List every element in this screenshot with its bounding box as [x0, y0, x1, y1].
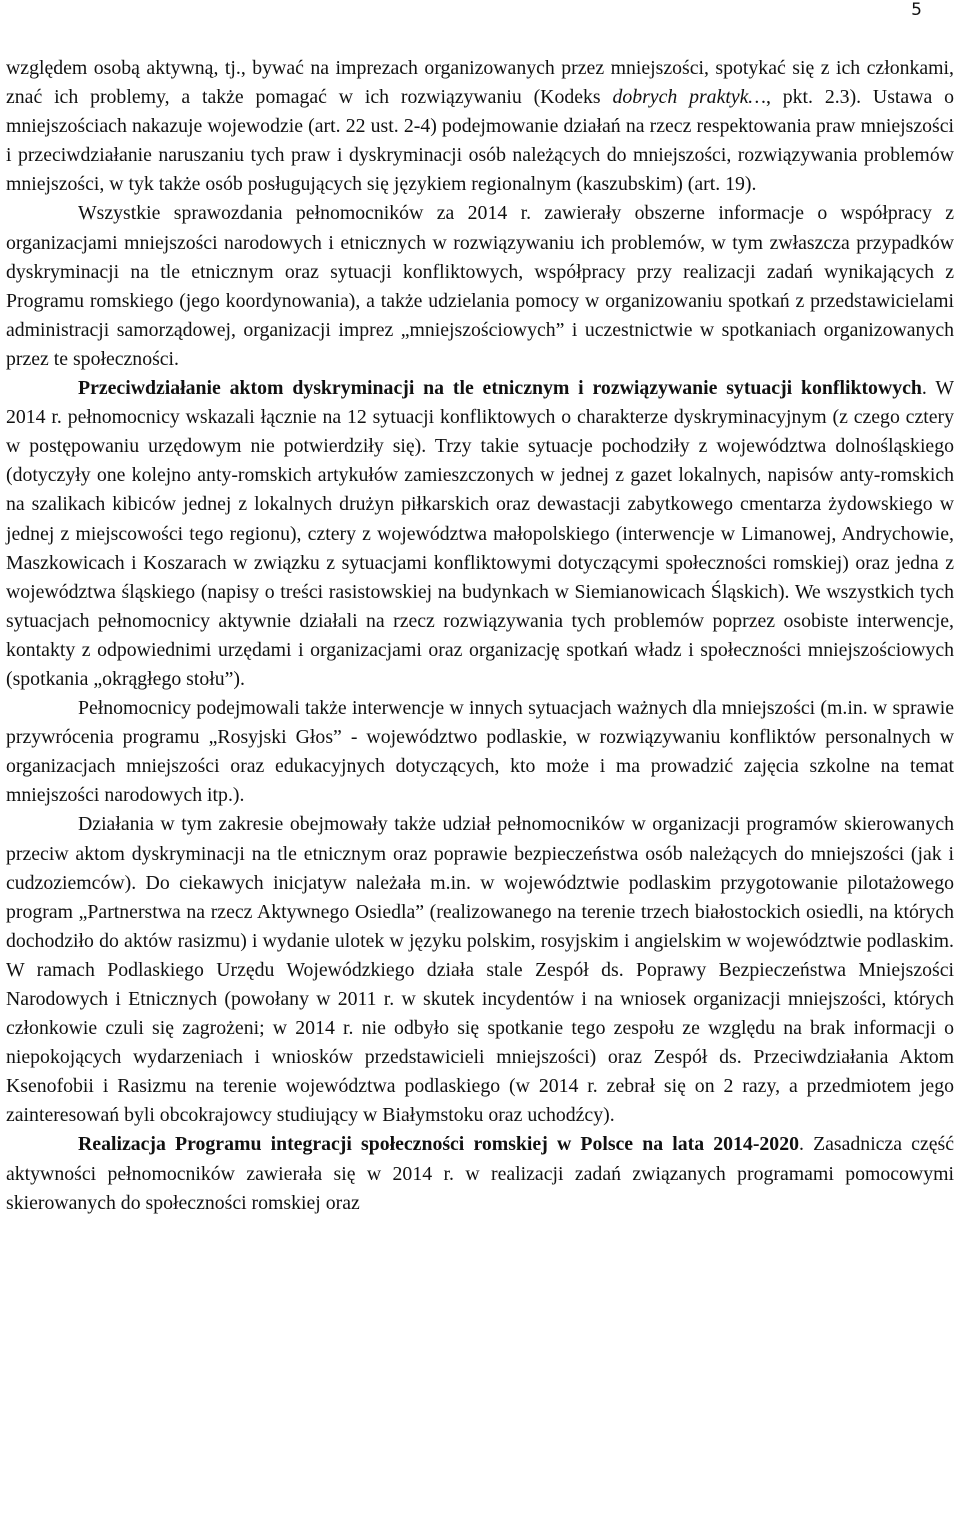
document-body — [6, 54, 954, 1218]
text-run: względem osobą aktywną, tj., bywać na imprezach organizowanych przez mniejszości, spotykać się z ich członkami, znać ich problemy, a także pomagać w ich rozwiązywaniu (Kodeks — [6, 57, 954, 109]
text-run: , pkt. 2.3). Ustawa o mniejszościach nakazuje wojewodzie (art. 22 ust. 2-4) podejmowanie działań na rzecz respektowania praw mniejszości i przeciwdziałanie naruszaniu tych praw i dyskryminacji osób należących do mniejszości, rozwiązywania problemów mniejszości, w tyk także osób posługujących się językiem regionalnym (kaszubskim) (art. 19). — [6, 86, 954, 196]
page-number: 5 — [911, 0, 922, 20]
paragraph — [6, 199, 954, 374]
paragraph — [6, 810, 954, 1130]
text-run: Działania w tym zakresie obejmowały także udział pełnomocników w organizacji programów skierowanych przeciw aktom dyskryminacji na tle etnicznym oraz poprawie bezpieczeństwa osób należących do mniejszości (jak i cudzoziemców). Do ciekawych inicjatyw należała m.in. w województwie podlaskim przygotowanie pilotażowego program „Partnerstwa na rzecz Aktywnego Osiedla” (realizowanego na terenie trzech białostockich osiedli, na których dochodziło do aktów rasizmu) i wydanie ulotek w języku polskim, rosyjskim i angielskim w województwie podlaskim. W ramach Podlaskiego Urzędu Wojewódzkiego działa stale Zespół ds. Poprawy Bezpieczeństwa Mniejszości Narodowych i Etnicznych (powołany w 2011 r. w skutek incydentów i na wniosek organizacji mniejszości, których członkowie czuli się zagrożeni; w 2014 r. nie odbyło się spotkanie tego zespołu ze względu na brak informacji o niepokojących wydarzeniach i wniosków przedstawicieli mniejszości) oraz Zespół ds. Przeciwdziałania Aktom Ksenofobii i Rasizmu na terenie województwa podlaskiego (w 2014 r. zebrał się on 2 razy, a przedmiotem jego zainteresowań byli obcokrajowcy studiujący w Białymstoku oraz uchodźcy). — [6, 813, 954, 1127]
text-run: . W 2014 r. pełnomocnicy wskazali łącznie na 12 sytuacji konfliktowych o charakterze dyskryminacyjnym (z czego cztery w postępowaniu urzędowym nie potwierdziły się). Trzy takie sytuacje pochodziły z województwa dolnośląskiego (dotyczyły one kolejno anty-romskich artykułów zamieszczonych w jednej z gazet lokalnych, napisów anty-romskich na szalikach kibiców jednej z lokalnych drużyn piłkarskich oraz dewastacji zabytkowego cmentarza żydowskiego w jednej z miejscowości tego regionu), cztery z województwa małopolskiego (interwencje w Limanowej, Andrychowie, Maszkowicach i Koszarach w związku z sytuacjami konfliktowymi dotyczącymi społeczności romskiej) oraz jedna z województwa śląskiego (napisy o treści rasistowskiej na budynkach w Siemianowicach Śląskich). We wszystkich tych sytuacjach pełnomocnicy aktywnie działali na rzecz rozwiązywania tych problemów poprzez osobiste interwencje, kontakty z odpowiednimi urzędami i organizacjami oraz organizację spotkań władz i społeczności mniejszościowych (spotkania „okrągłego stołu”). — [6, 377, 954, 690]
paragraph — [6, 1130, 954, 1217]
bold-heading-run: Przeciwdziałanie aktom dyskryminacji na tle etnicznym i rozwiązywanie sytuacji konfliktowych — [78, 377, 922, 400]
text-run: Wszystkie sprawozdania pełnomocników za 2014 r. zawierały obszerne informacje o współpracy z organizacjami mniejszości narodowych i etnicznych w rozwiązywaniu ich problemów, w tym zwłaszcza przypadków dyskryminacji na tle etnicznym oraz sytuacji konfliktowych, współpracy przy realizacji zadań wynikających z Programu romskiego (jego koordynowania), a także udzielania pomocy w organizowaniu spotkań z przedstawicielami administracji samorządowej, organizacji imprez „mniejszościowych” i uczestnictwie w spotkaniach organizowanych przez te społeczności. — [6, 202, 954, 370]
text-run: Pełnomocnicy podejmowali także interwencje w innych sytuacjach ważnych dla mniejszości (m.in. w sprawie przywrócenia programu „Rosyjski Głos” - województwo podlaskie, w rozwiązywaniu konfliktów personalnych w organizacjach mniejszości oraz edukacyjnych dotyczących, kto może i ma prowadzić zajęcia szkolne na temat mniejszości narodowych itp.). — [6, 697, 954, 807]
bold-heading-run: Realizacja Programu integracji społeczności romskiej w Polsce na lata 2014-2020 — [78, 1133, 799, 1156]
paragraph — [6, 374, 954, 694]
italic-run: dobrych praktyk… — [612, 86, 766, 109]
text-run: . Zasadnicza część aktywności pełnomocników zawierała się w 2014 r. w realizacji zadań związanych programami pomocowymi skierowanych do społeczności romskiej oraz — [6, 1133, 954, 1214]
paragraph — [6, 694, 954, 810]
paragraph — [6, 54, 954, 199]
